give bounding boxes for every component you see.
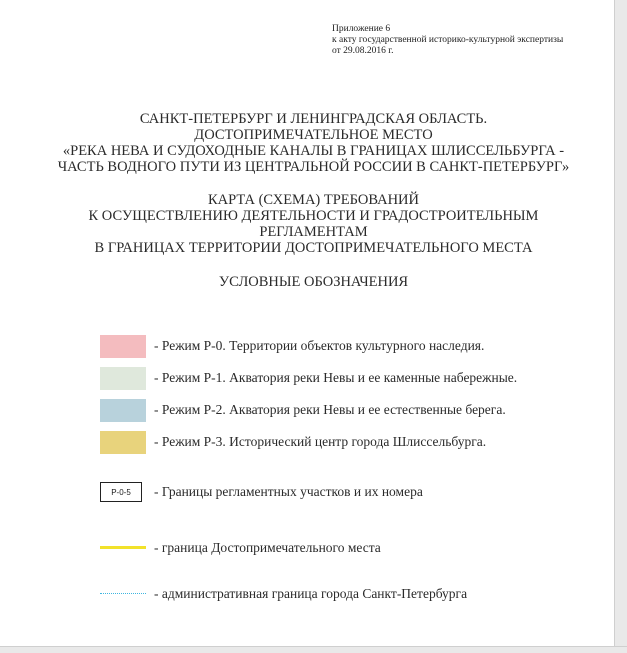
appendix-note [332,24,563,57]
document-title [0,111,627,175]
legend-label-admin-border: - административная граница города Санкт-Петербурга [154,586,468,601]
legend-item-r0 [100,334,484,358]
viewer-bottom-edge [0,646,627,653]
legend-swatch-r0 [100,335,146,358]
legend-swatch-r2 [100,399,146,422]
legend-label-r3: - Режим Р-3. Исторический центр города Шлиссельбурга. [154,434,487,449]
title-line-3: «РЕКА НЕВА И СУДОХОДНЫЕ КАНАЛЫ В ГРАНИЦАХ ШЛИССЕЛЬБУРГА - [62,143,565,159]
legend-label-r0: - Режим Р-0. Территории объектов культурного наследия. [154,338,485,353]
appendix-line-2: к акту государственной историко-культурной экспертизы [332,35,564,45]
legend-item-r3 [100,430,486,454]
map-title-line-4: В ГРАНИЦАХ ТЕРРИТОРИИ ДОСТОПРИМЕЧАТЕЛЬНОГО МЕСТА [94,240,533,256]
legend-label-r1: - Режим Р-1. Акватория реки Невы и ее каменные набережные. [154,370,518,385]
legend-item-landmark-border [100,536,381,560]
plot-number-box: Р-0-5 [100,482,142,502]
admin-border-line [100,593,146,594]
admin-border-line-swatch [100,588,146,600]
legend-item-r2 [100,398,506,422]
legend-label-landmark-border: - граница Достопримечательного места [154,540,381,555]
viewer-scroll-edge [614,0,627,653]
legend-swatch-r1 [100,367,146,390]
appendix-line-1: Приложение 6 [332,24,391,34]
map-title-line-2: К ОСУЩЕСТВЛЕНИЮ ДЕЯТЕЛЬНОСТИ И ГРАДОСТРОИТЕЛЬНЫМ [88,208,539,224]
legend-label-plots: - Границы регламентных участков и их номера [154,484,423,499]
legend-heading: УСЛОВНЫЕ ОБОЗНАЧЕНИЯ [218,274,409,290]
map-title [0,192,627,256]
title-line-2: ДОСТОПРИМЕЧАТЕЛЬНОЕ МЕСТО [194,127,433,143]
landmark-border-line [100,546,146,549]
map-title-line-1: КАРТА (СХЕМА) ТРЕБОВАНИЙ [207,192,419,208]
title-line-4: ЧАСТЬ ВОДНОГО ПУТИ ИЗ ЦЕНТРАЛЬНОЙ РОССИИ В САНКТ-ПЕТЕРБУРГ» [57,159,570,175]
legend-swatch-r3 [100,431,146,454]
map-title-line-3: РЕГЛАМЕНТАМ [259,224,368,240]
appendix-line-3: от 29.08.2016 г. [332,46,394,56]
legend-item-r1 [100,366,517,390]
title-line-1: САНКТ-ПЕТЕРБУРГ И ЛЕНИНГРАДСКАЯ ОБЛАСТЬ. [139,111,488,127]
landmark-border-line-swatch [100,542,146,554]
legend-item-admin-border [100,582,467,606]
legend-item-plots [100,480,423,504]
legend-label-r2: - Режим Р-2. Акватория реки Невы и ее естественные берега. [154,402,506,417]
